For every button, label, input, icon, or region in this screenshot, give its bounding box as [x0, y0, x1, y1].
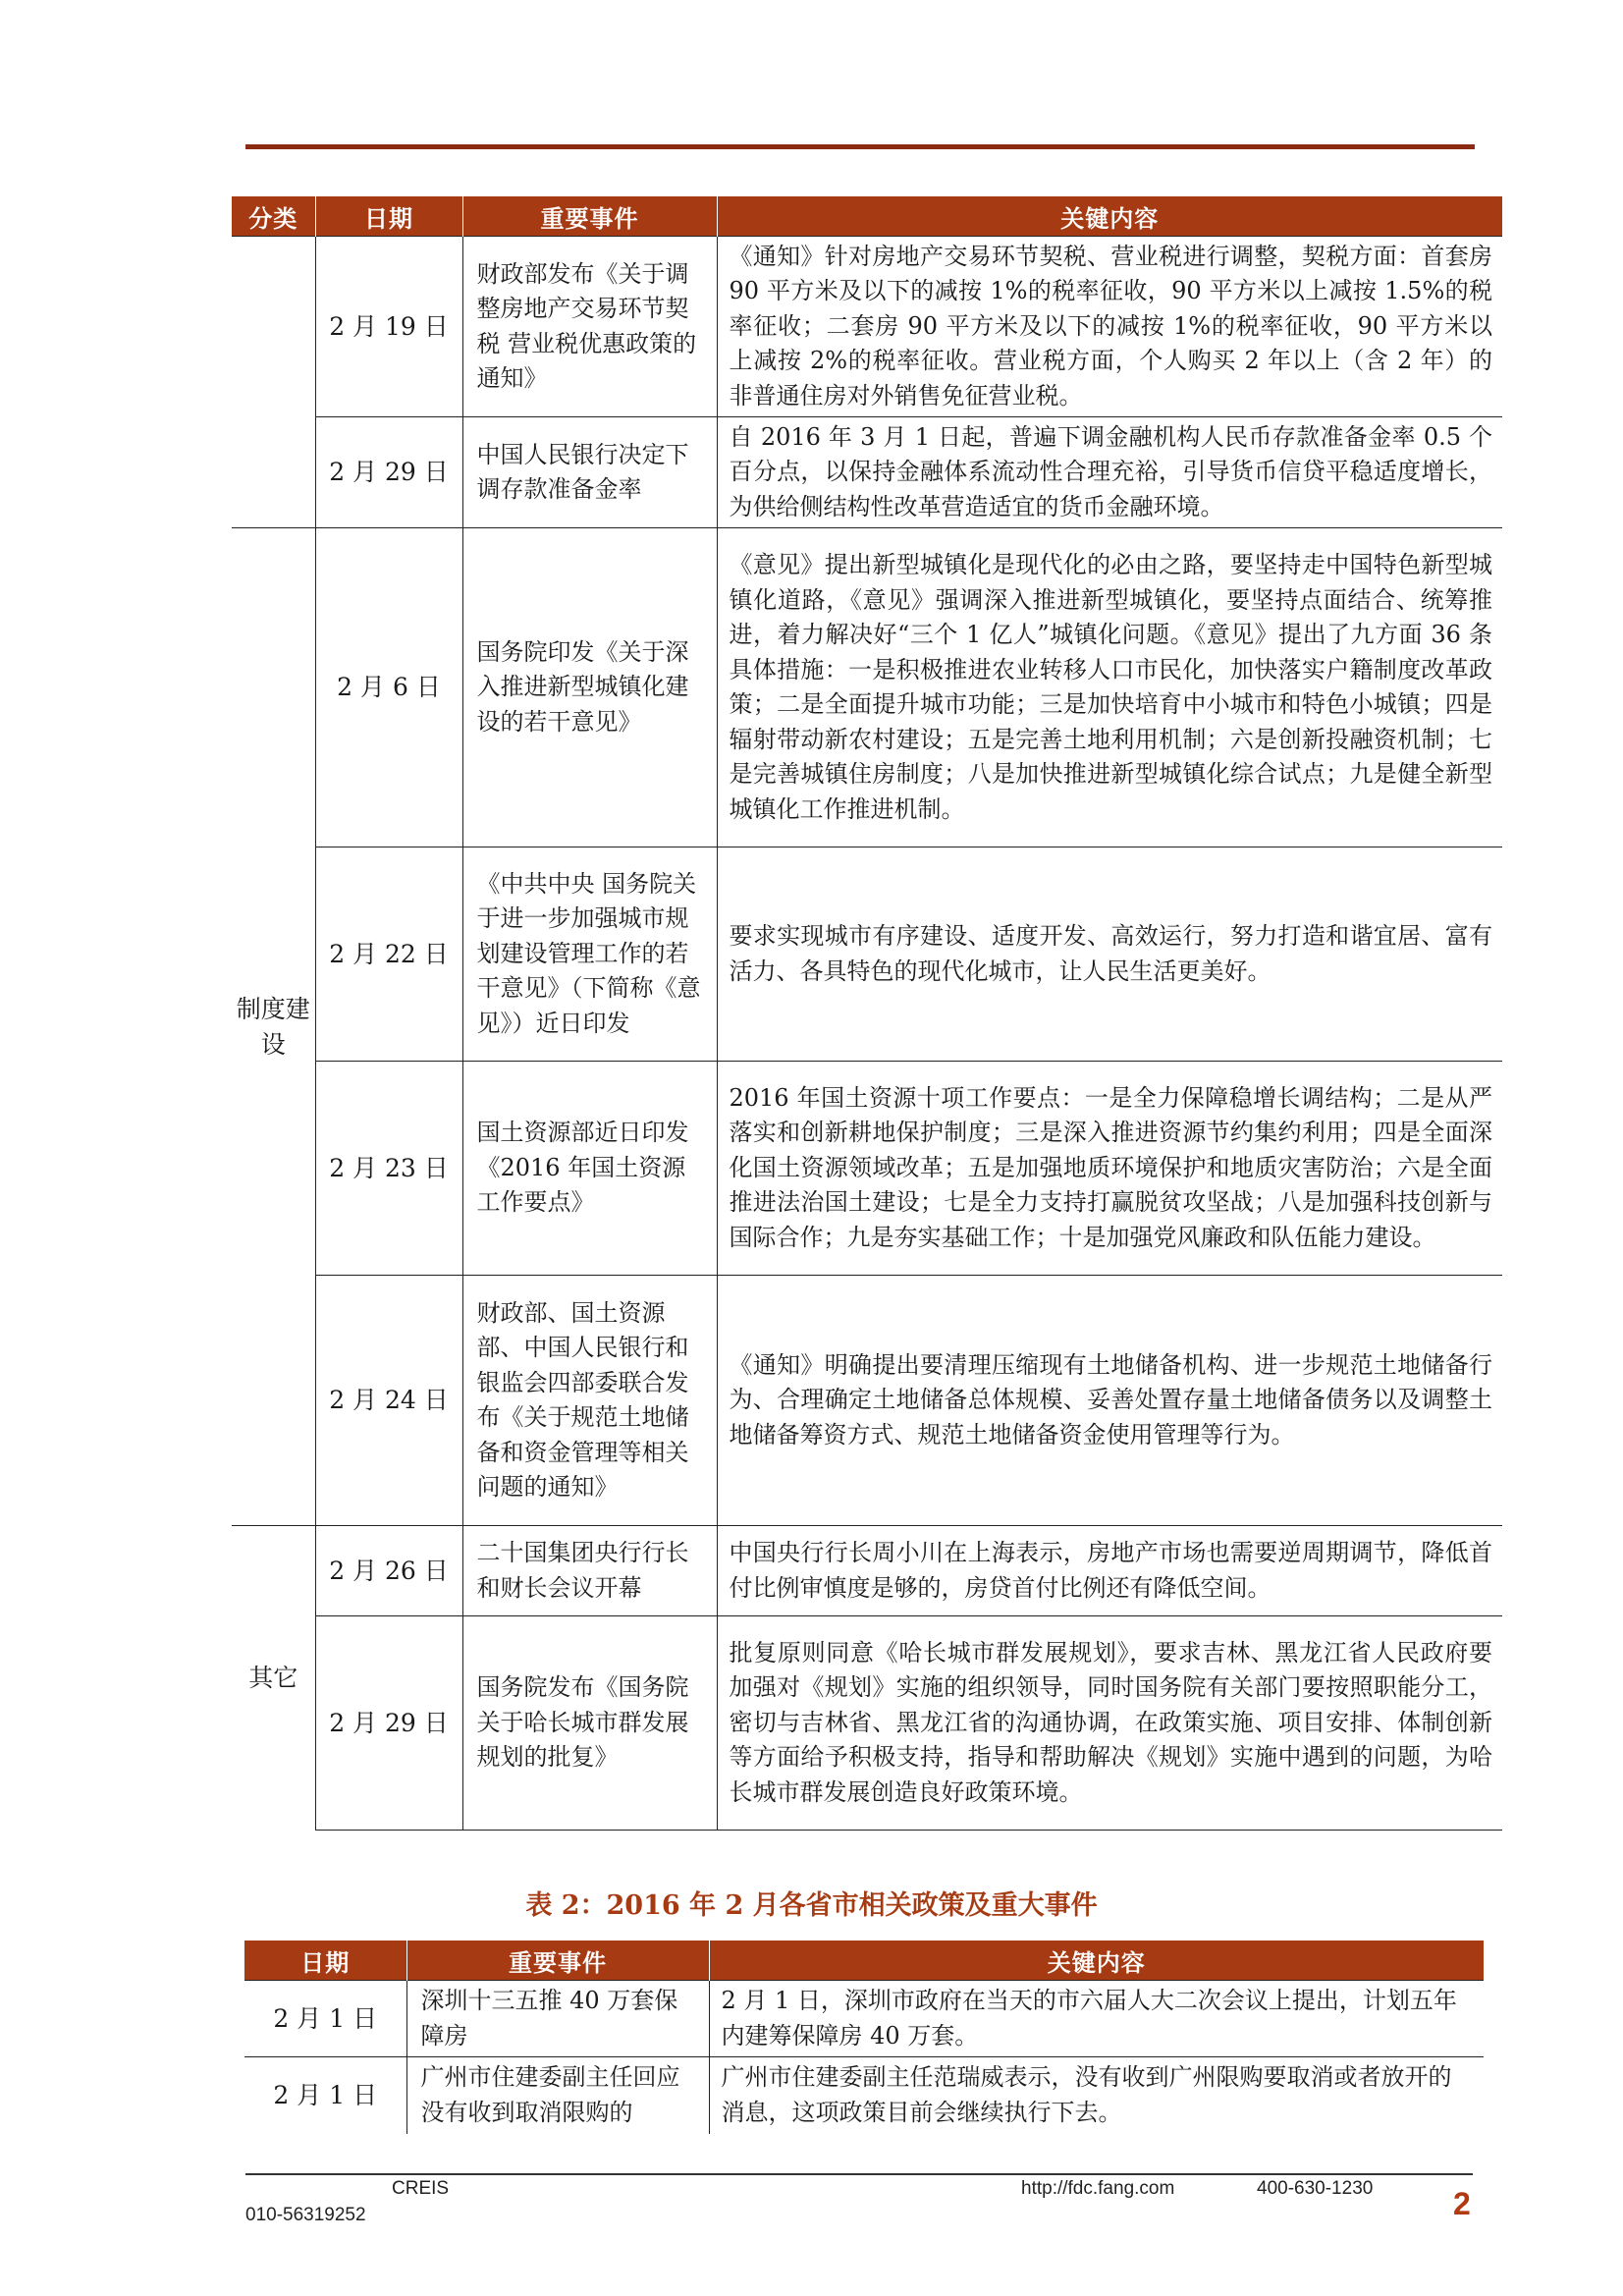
event-cell: 深圳十三五推 40 万套保障房 — [406, 1981, 709, 2057]
table-row — [232, 847, 1502, 1062]
provincial-policy-table — [244, 1941, 1484, 2134]
header-event: 重要事件 — [462, 196, 717, 237]
header-rule — [245, 144, 1475, 149]
table-row — [232, 417, 1502, 528]
content-cell: 中国央行行长周小川在上海表示，房地产市场也需要逆周期调节，降低首付比例审慎度是够的，房贷首付比例还有降低空间。 — [717, 1526, 1502, 1616]
footer-rule — [245, 2173, 1473, 2175]
content-cell: 《意见》提出新型城镇化是现代化的必由之路，要坚持走中国特色新型城镇化道路，《意见》强调深入推进新型城镇化，要坚持点面结合、统筹推进，着力解决好“三个 1 亿人”城镇化问题。《意见》提出了九方面 36 条具体措施：一是积极推进农业转移人口市民化，加快落实户籍制度改革政策；二是全面提升城市功能；三是加快培育中小城市和特色小城镇；四是辐射带动新农村建设；五是完善土地利用机制；六是创新投融资机制；七是完善城镇住房制度；八是加快推进新型城镇化综合试点；九是健全新型城镇化工作推进机制。 — [717, 528, 1502, 847]
date-cell: 2 月 26 日 — [315, 1526, 462, 1616]
date-cell: 2 月 22 日 — [315, 847, 462, 1062]
date-cell: 2 月 24 日 — [315, 1276, 462, 1526]
date-cell: 2 月 29 日 — [315, 1616, 462, 1831]
date-cell: 2 月 23 日 — [315, 1062, 462, 1276]
category-cell — [232, 237, 315, 528]
content-cell: 要求实现城市有序建设、适度开发、高效运行，努力打造和谐宜居、富有活力、各具特色的现代化城市，让人民生活更美好。 — [717, 847, 1502, 1062]
footer-phone-right: 400-630-1230 — [1257, 2178, 1374, 2199]
content-cell: 自 2016 年 3 月 1 日起，普遍下调金融机构人民币存款准备金率 0.5 个百分点，以保持金融体系流动性合理充裕，引导货币信贷平稳适度增长，为供给侧结构性改革营造适宜的货币金融环境。 — [717, 417, 1502, 528]
event-cell: 中国人民银行决定下调存款准备金率 — [462, 417, 717, 528]
event-cell: 财政部、国土资源部、中国人民银行和银监会四部委联合发布《关于规范土地储备和资金管理等相关问题的通知》 — [462, 1276, 717, 1526]
table-header-row — [232, 196, 1502, 237]
event-cell: 财政部发布《关于调整房地产交易环节契税 营业税优惠政策的通知》 — [462, 237, 717, 417]
national-policy-table — [232, 196, 1502, 1831]
table-header-row — [244, 1941, 1484, 1981]
header-category: 分类 — [232, 196, 315, 237]
header-content: 关键内容 — [709, 1941, 1484, 1981]
event-cell: 国务院发布《国务院关于哈长城市群发展规划的批复》 — [462, 1616, 717, 1831]
date-cell: 2 月 1 日 — [244, 1981, 406, 2057]
date-cell: 2 月 29 日 — [315, 417, 462, 528]
table-row — [232, 1276, 1502, 1526]
table-row — [244, 1981, 1484, 2057]
footer-brand: CREIS — [392, 2178, 450, 2199]
page-number: 2 — [1453, 2186, 1471, 2221]
content-cell: 2 月 1 日，深圳市政府在当天的市六届人大二次会议上提出，计划五年内建筹保障房 40 万套。 — [709, 1981, 1484, 2057]
header-content: 关键内容 — [717, 196, 1502, 237]
table-row — [232, 237, 1502, 417]
table2-title: 表 2：2016 年 2 月各省市相关政策及重大事件 — [525, 1890, 1098, 1921]
content-cell: 批复原则同意《哈长城市群发展规划》，要求吉林、黑龙江省人民政府要加强对《规划》实施的组织领导，同时国务院有关部门要按照职能分工，密切与吉林省、黑龙江省的沟通协调，在政策实施、项目安排、体制创新等方面给予积极支持，指导和帮助解决《规划》实施中遇到的问题，为哈长城市群发展创造良好政策环境。 — [717, 1616, 1502, 1831]
table-row — [232, 528, 1502, 847]
table-row — [244, 2057, 1484, 2134]
event-cell: 《中共中央 国务院关于进一步加强城市规划建设管理工作的若干意见》（下简称《意见》）近日印发 — [462, 847, 717, 1062]
table-row — [232, 1062, 1502, 1276]
header-date: 日期 — [315, 196, 462, 237]
date-cell: 2 月 19 日 — [315, 237, 462, 417]
table-row — [232, 1616, 1502, 1831]
content-cell: 《通知》针对房地产交易环节契税、营业税进行调整，契税方面：首套房 90 平方米及以下的减按 1%的税率征收，90 平方米以上减按 1.5%的税率征收；二套房 90 平方米及以下的减按 1%的税率征收，90 平方米以上减按 2%的税率征收。营业税方面，个人购买 2 年以上（含 2 年）的非普通住房对外销售免征营业税。 — [717, 237, 1502, 417]
category-cell: 制度建设 — [232, 528, 315, 1526]
content-cell: 《通知》明确提出要清理压缩现有土地储备机构、进一步规范土地储备行为、合理确定土地储备总体规模、妥善处置存量土地储备债务以及调整土地储备筹资方式、规范土地储备资金使用管理等行为。 — [717, 1276, 1502, 1526]
table-row — [232, 1526, 1502, 1616]
event-cell: 国务院印发《关于深入推进新型城镇化建设的若干意见》 — [462, 528, 717, 847]
footer-phone-left: 010-56319252 — [245, 2205, 366, 2225]
event-cell: 国土资源部近日印发《2016 年国土资源工作要点》 — [462, 1062, 717, 1276]
event-cell: 广州市住建委副主任回应没有收到取消限购的 — [406, 2057, 709, 2134]
event-cell: 二十国集团央行行长和财长会议开幕 — [462, 1526, 717, 1616]
category-cell: 其它 — [232, 1526, 315, 1831]
date-cell: 2 月 1 日 — [244, 2057, 406, 2134]
header-date: 日期 — [244, 1941, 406, 1981]
footer-url: http://fdc.fang.com — [1021, 2178, 1175, 2199]
header-event: 重要事件 — [406, 1941, 709, 1981]
content-cell: 2016 年国土资源十项工作要点：一是全力保障稳增长调结构；二是从严落实和创新耕地保护制度；三是深入推进资源节约集约利用；四是全面深化国土资源领域改革；五是加强地质环境保护和地质灾害防治；六是全面推进法治国土建设；七是全力支持打赢脱贫攻坚战；八是加强科技创新与国际合作；九是夯实基础工作；十是加强党风廉政和队伍能力建设。 — [717, 1062, 1502, 1276]
date-cell: 2 月 6 日 — [315, 528, 462, 847]
content-cell: 广州市住建委副主任范瑞威表示，没有收到广州限购要取消或者放开的消息，这项政策目前会继续执行下去。 — [709, 2057, 1484, 2134]
